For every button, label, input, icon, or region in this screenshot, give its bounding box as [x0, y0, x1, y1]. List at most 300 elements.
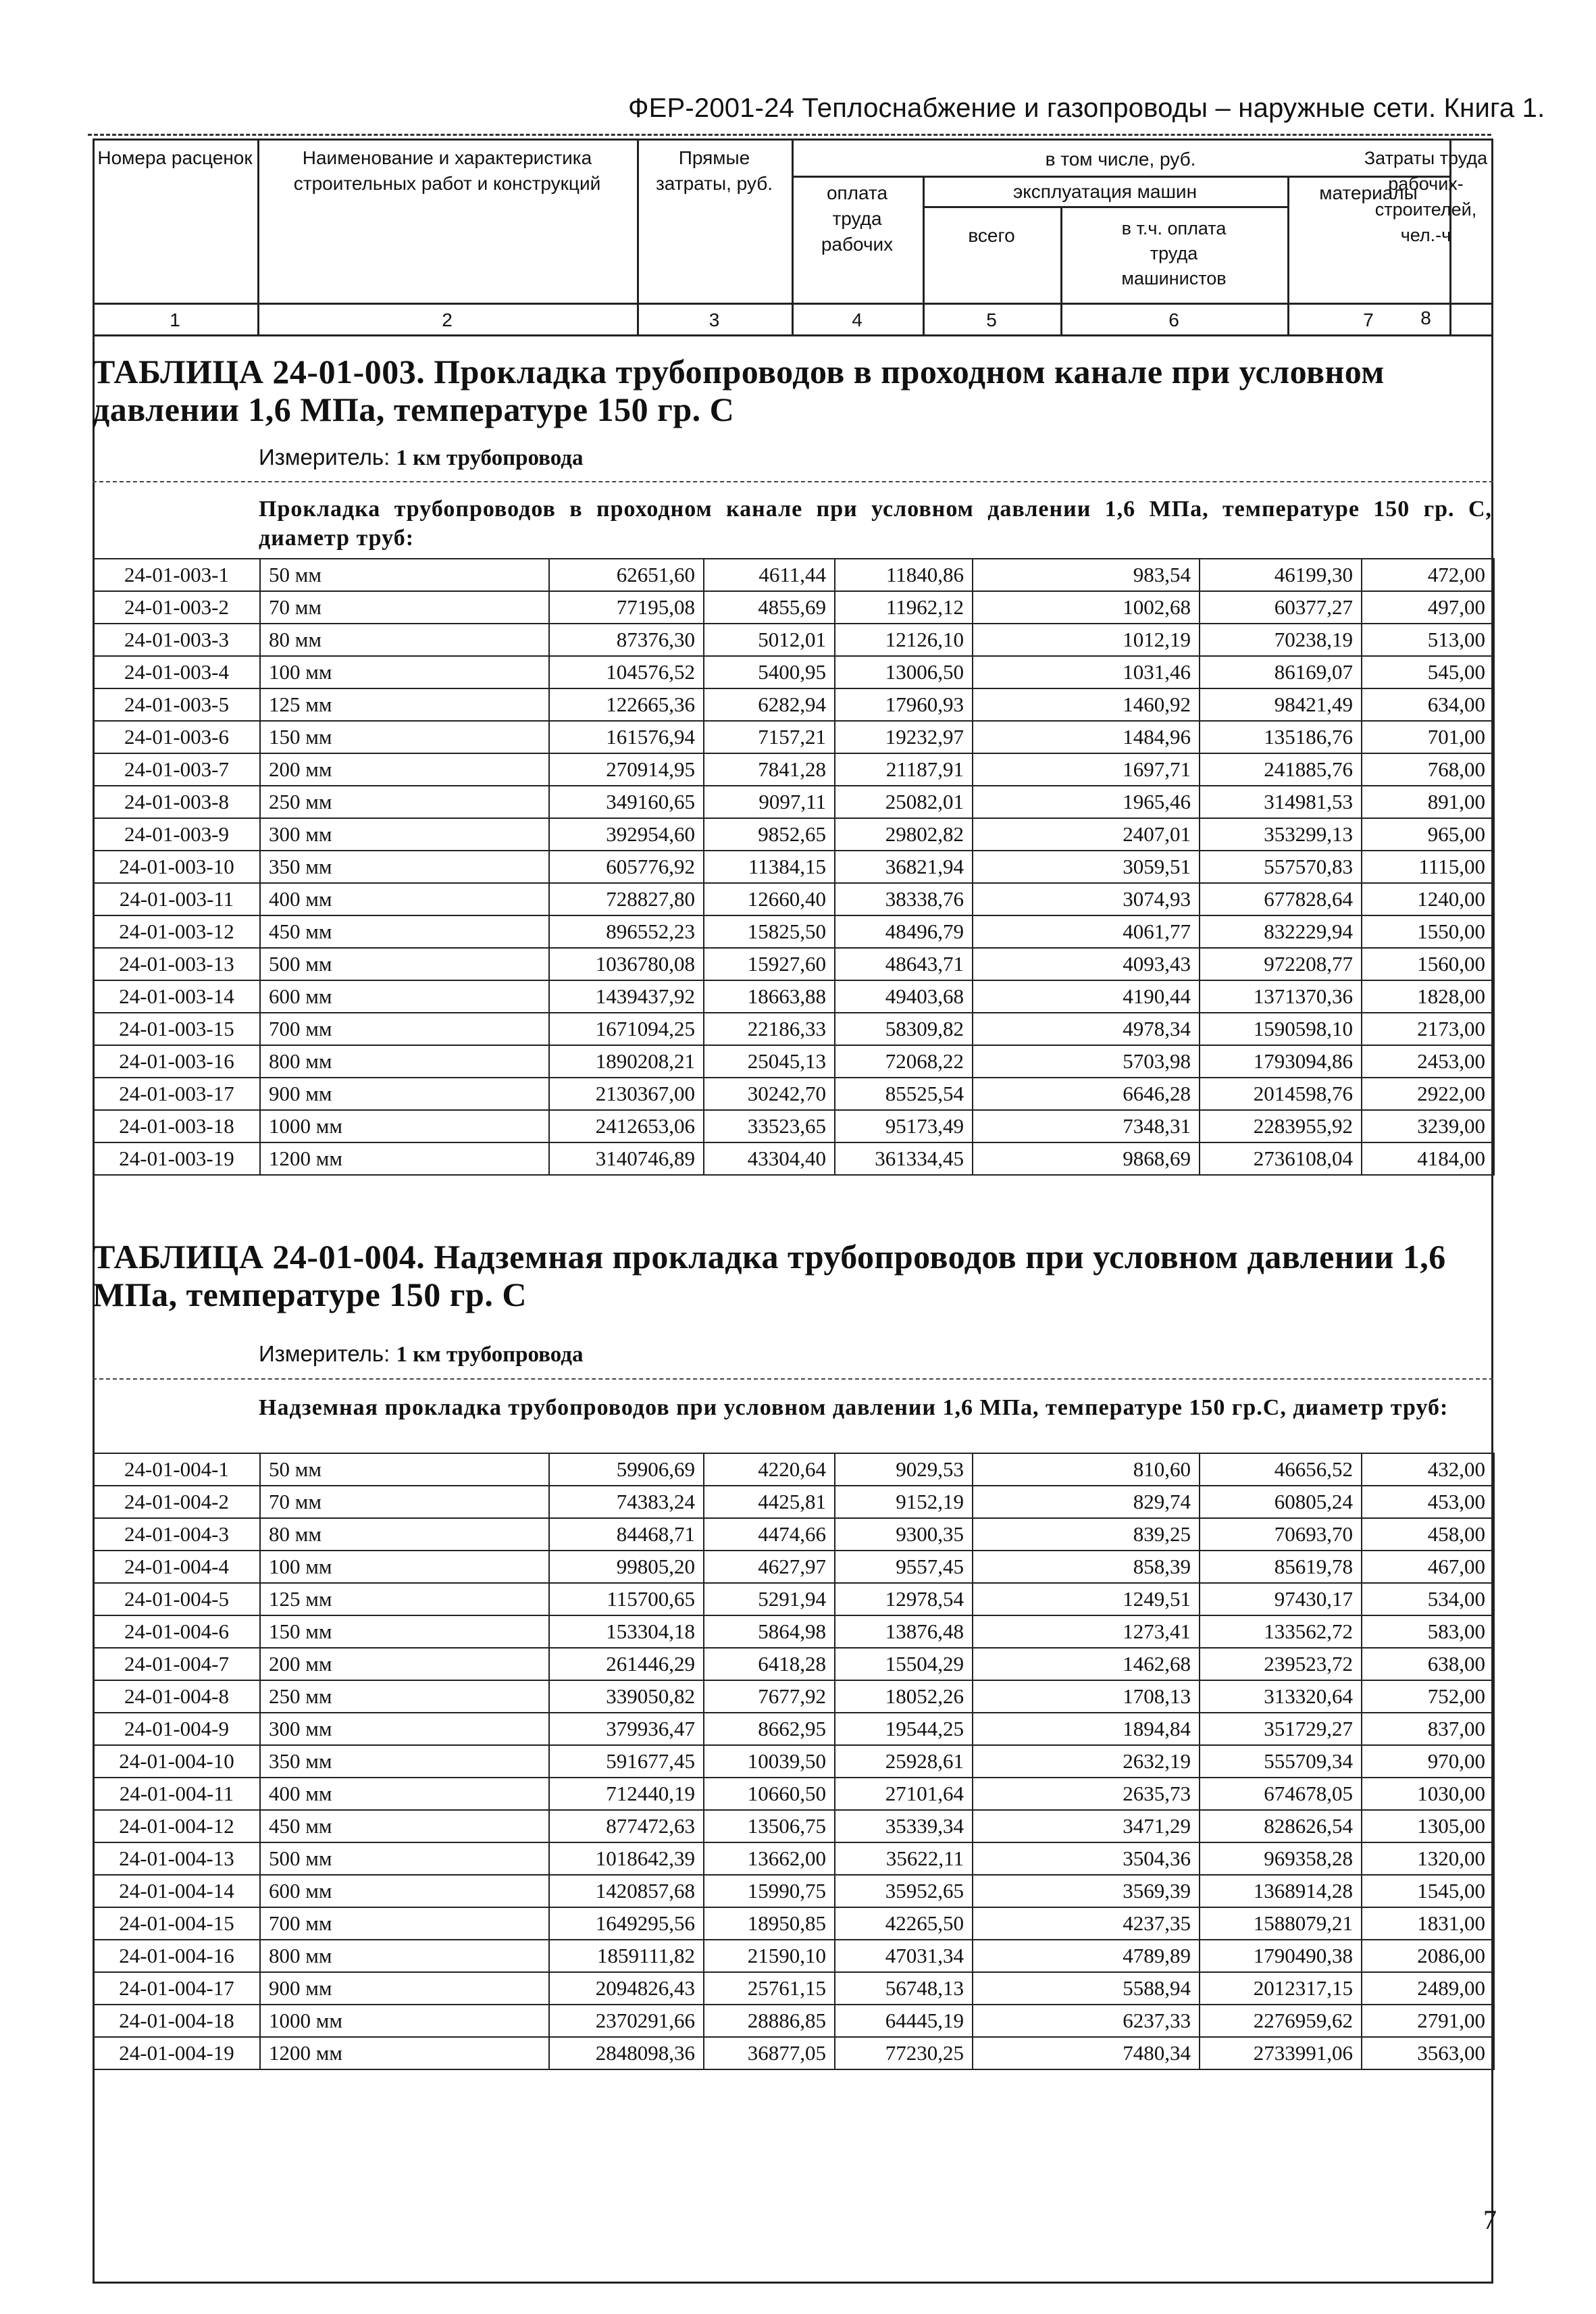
- operators-pay-cell: 4190,44: [973, 980, 1200, 1013]
- pipe-diameter-cell: 50 мм: [260, 1453, 549, 1486]
- machines-total-cell: 25928,61: [835, 1745, 973, 1778]
- machines-total-cell: 85525,54: [835, 1078, 973, 1110]
- materials-cell: 46656,52: [1200, 1453, 1362, 1486]
- direct-costs-cell: 728827,80: [549, 883, 704, 915]
- table-row: [93, 1713, 1494, 1745]
- direct-costs-cell: 99805,20: [549, 1551, 704, 1583]
- rate-code-cell: 24-01-003-2: [93, 591, 260, 624]
- pipe-diameter-cell: 200 мм: [260, 753, 549, 786]
- labor-pay-cell: 25761,15: [704, 1972, 835, 2005]
- labor-pay-cell: 7157,21: [704, 721, 835, 753]
- col-header-incl-line: [792, 176, 1449, 178]
- rate-code-cell: 24-01-004-18: [93, 2005, 260, 2037]
- direct-costs-cell: 59906,69: [549, 1453, 704, 1486]
- col-number: 5: [986, 309, 997, 330]
- direct-costs-cell: 379936,47: [549, 1713, 704, 1745]
- machines-total-cell: 38338,76: [835, 883, 973, 915]
- operators-pay-cell: 3074,93: [973, 883, 1200, 915]
- pipe-diameter-cell: 70 мм: [260, 1486, 549, 1518]
- labor-pay-cell: 43304,40: [704, 1142, 835, 1175]
- labor-hours-cell: 634,00: [1362, 688, 1494, 721]
- rate-code-cell: 24-01-004-13: [93, 1842, 260, 1875]
- machines-total-cell: 17960,93: [835, 688, 973, 721]
- operators-pay-cell: 5703,98: [973, 1045, 1200, 1078]
- materials-cell: 98421,49: [1200, 688, 1362, 721]
- rate-code-cell: 24-01-003-1: [93, 559, 260, 591]
- operators-pay-cell: 3504,36: [973, 1842, 1200, 1875]
- table-row: [93, 656, 1494, 688]
- rate-code-cell: 24-01-004-1: [93, 1453, 260, 1486]
- operators-pay-cell: 2407,01: [973, 818, 1200, 851]
- running-header: ФЕР-2001-24 Теплоснабжение и газопроводы – наружные сети. Книга 1.: [628, 93, 1545, 123]
- labor-hours-cell: 453,00: [1362, 1486, 1494, 1518]
- operators-pay-cell: 983,54: [973, 559, 1200, 591]
- labor-pay-cell: 8662,95: [704, 1713, 835, 1745]
- pipe-diameter-cell: 450 мм: [260, 915, 549, 948]
- page-number: 7: [1483, 2205, 1497, 2235]
- rate-code-cell: 24-01-004-9: [93, 1713, 260, 1745]
- pipe-diameter-cell: 150 мм: [260, 721, 549, 753]
- machines-total-cell: 9300,35: [835, 1518, 973, 1551]
- operators-pay-cell: 1249,51: [973, 1583, 1200, 1615]
- pipe-diameter-cell: 350 мм: [260, 851, 549, 883]
- table-row: [93, 1013, 1494, 1045]
- labor-pay-cell: 4855,69: [704, 591, 835, 624]
- machines-total-cell: 361334,45: [835, 1142, 973, 1175]
- col-labor-pay-header: оплата труда рабочих: [821, 182, 894, 255]
- pipe-diameter-cell: 700 мм: [260, 1907, 549, 1940]
- direct-costs-cell: 1420857,68: [549, 1875, 704, 1907]
- labor-hours-cell: 534,00: [1362, 1583, 1494, 1615]
- labor-hours-cell: 3563,00: [1362, 2037, 1494, 2069]
- direct-costs-cell: 153304,18: [549, 1615, 704, 1648]
- table-row: [93, 1745, 1494, 1778]
- rate-code-cell: 24-01-003-15: [93, 1013, 260, 1045]
- operators-pay-cell: 1002,68: [973, 591, 1200, 624]
- header-rule: [88, 134, 1491, 136]
- labor-pay-cell: 28886,85: [704, 2005, 835, 2037]
- rate-code-cell: 24-01-004-14: [93, 1875, 260, 1907]
- materials-cell: 314981,53: [1200, 786, 1362, 818]
- direct-costs-cell: 1036780,08: [549, 948, 704, 980]
- labor-pay-cell: 4611,44: [704, 559, 835, 591]
- machines-total-cell: 9152,19: [835, 1486, 973, 1518]
- materials-cell: 46199,30: [1200, 559, 1362, 591]
- col-name-header: Наименование и характеристика строительных работ и конструкций: [293, 147, 601, 194]
- machines-total-cell: 12126,10: [835, 624, 973, 656]
- operators-pay-cell: 1484,96: [973, 721, 1200, 753]
- labor-hours-cell: 1320,00: [1362, 1842, 1494, 1875]
- operators-pay-cell: 4237,35: [973, 1907, 1200, 1940]
- labor-pay-cell: 15825,50: [704, 915, 835, 948]
- operators-pay-cell: 1031,46: [973, 656, 1200, 688]
- rate-code-cell: 24-01-003-5: [93, 688, 260, 721]
- table-row: [93, 851, 1494, 883]
- labor-hours-cell: 1831,00: [1362, 1907, 1494, 1940]
- table-row: [93, 1078, 1494, 1110]
- col-labor-hours-header: Затраты труда рабочих-строителей, чел.-ч: [1364, 148, 1488, 245]
- machines-total-cell: 95173,49: [835, 1110, 973, 1142]
- labor-hours-cell: 2791,00: [1362, 2005, 1494, 2037]
- machines-total-cell: 15504,29: [835, 1648, 973, 1680]
- pipe-diameter-cell: 800 мм: [260, 1045, 549, 1078]
- labor-hours-cell: 970,00: [1362, 1745, 1494, 1778]
- materials-cell: 1588079,21: [1200, 1907, 1362, 1940]
- rate-code-cell: 24-01-004-16: [93, 1940, 260, 1972]
- rate-code-cell: 24-01-004-6: [93, 1615, 260, 1648]
- labor-hours-cell: 891,00: [1362, 786, 1494, 818]
- machines-total-cell: 19232,97: [835, 721, 973, 753]
- pipe-diameter-cell: 70 мм: [260, 591, 549, 624]
- operators-pay-cell: 4061,77: [973, 915, 1200, 948]
- machines-total-cell: 29802,82: [835, 818, 973, 851]
- pipe-diameter-cell: 900 мм: [260, 1972, 549, 2005]
- operators-pay-cell: 4789,89: [973, 1940, 1200, 1972]
- operators-pay-cell: 1460,92: [973, 688, 1200, 721]
- operators-pay-cell: 6646,28: [973, 1078, 1200, 1110]
- table-row: [93, 721, 1494, 753]
- labor-hours-cell: 2922,00: [1362, 1078, 1494, 1110]
- col-incl-header: в том числе, руб.: [1045, 149, 1196, 170]
- pipe-diameter-cell: 250 мм: [260, 1680, 549, 1713]
- labor-hours-cell: 1030,00: [1362, 1778, 1494, 1810]
- pipe-diameter-cell: 800 мм: [260, 1940, 549, 1972]
- col-materials-header: материалы: [1319, 182, 1418, 203]
- machines-total-cell: 19544,25: [835, 1713, 973, 1745]
- rate-code-cell: 24-01-003-3: [93, 624, 260, 656]
- machines-total-cell: 27101,64: [835, 1778, 973, 1810]
- machines-total-cell: 58309,82: [835, 1013, 973, 1045]
- labor-pay-cell: 13662,00: [704, 1842, 835, 1875]
- labor-pay-cell: 12660,40: [704, 883, 835, 915]
- table-row: [93, 1615, 1494, 1648]
- direct-costs-cell: 77195,08: [549, 591, 704, 624]
- table-row: [93, 1045, 1494, 1078]
- table-row: [93, 1972, 1494, 2005]
- direct-costs-cell: 74383,24: [549, 1486, 704, 1518]
- materials-cell: 1590598,10: [1200, 1013, 1362, 1045]
- materials-cell: 60805,24: [1200, 1486, 1362, 1518]
- rate-code-cell: 24-01-003-4: [93, 656, 260, 688]
- operators-pay-cell: 4093,43: [973, 948, 1200, 980]
- table-row: [93, 1486, 1494, 1518]
- pipe-diameter-cell: 350 мм: [260, 1745, 549, 1778]
- rate-code-cell: 24-01-003-16: [93, 1045, 260, 1078]
- materials-cell: 1371370,36: [1200, 980, 1362, 1013]
- materials-cell: 135186,76: [1200, 721, 1362, 753]
- labor-pay-cell: 30242,70: [704, 1078, 835, 1110]
- table-row: [93, 1680, 1494, 1713]
- machines-total-cell: 48643,71: [835, 948, 973, 980]
- labor-pay-cell: 18950,85: [704, 1907, 835, 1940]
- table-row: [93, 753, 1494, 786]
- operators-pay-cell: 1273,41: [973, 1615, 1200, 1648]
- pipe-diameter-cell: 125 мм: [260, 1583, 549, 1615]
- pipe-diameter-cell: 50 мм: [260, 559, 549, 591]
- rate-code-cell: 24-01-003-8: [93, 786, 260, 818]
- table-row: [93, 1583, 1494, 1615]
- machines-total-cell: 21187,91: [835, 753, 973, 786]
- pipe-diameter-cell: 100 мм: [260, 1551, 549, 1583]
- pipe-diameter-cell: 900 мм: [260, 1078, 549, 1110]
- direct-costs-cell: 1439437,92: [549, 980, 704, 1013]
- rate-code-cell: 24-01-004-17: [93, 1972, 260, 2005]
- labor-pay-cell: 11384,15: [704, 851, 835, 883]
- materials-cell: 969358,28: [1200, 1842, 1362, 1875]
- labor-hours-cell: 1115,00: [1362, 851, 1494, 883]
- direct-costs-cell: 1671094,25: [549, 1013, 704, 1045]
- col-number: 6: [1168, 309, 1179, 330]
- direct-costs-cell: 115700,65: [549, 1583, 704, 1615]
- machines-total-cell: 72068,22: [835, 1045, 973, 1078]
- labor-hours-cell: 545,00: [1362, 656, 1494, 688]
- pipe-diameter-cell: 200 мм: [260, 1648, 549, 1680]
- materials-cell: 351729,27: [1200, 1713, 1362, 1745]
- measure-value: 1 км трубопровода: [396, 1342, 584, 1367]
- table-row: [93, 1453, 1494, 1486]
- materials-cell: 353299,13: [1200, 818, 1362, 851]
- direct-costs-cell: 2370291,66: [549, 2005, 704, 2037]
- labor-hours-cell: 2489,00: [1362, 1972, 1494, 2005]
- operators-pay-cell: 6237,33: [973, 2005, 1200, 2037]
- labor-pay-cell: 4627,97: [704, 1551, 835, 1583]
- direct-costs-cell: 2848098,36: [549, 2037, 704, 2069]
- labor-pay-cell: 7677,92: [704, 1680, 835, 1713]
- table-row: [93, 591, 1494, 624]
- direct-costs-cell: 896552,23: [549, 915, 704, 948]
- materials-cell: 133562,72: [1200, 1615, 1362, 1648]
- rate-code-cell: 24-01-003-10: [93, 851, 260, 883]
- machines-total-cell: 64445,19: [835, 2005, 973, 2037]
- pipe-diameter-cell: 500 мм: [260, 1842, 549, 1875]
- table-row: [93, 1940, 1494, 1972]
- labor-pay-cell: 18663,88: [704, 980, 835, 1013]
- machines-total-cell: 35622,11: [835, 1842, 973, 1875]
- labor-hours-cell: 472,00: [1362, 559, 1494, 591]
- pipe-diameter-cell: 600 мм: [260, 1875, 549, 1907]
- labor-hours-cell: 432,00: [1362, 1453, 1494, 1486]
- materials-cell: 555709,34: [1200, 1745, 1362, 1778]
- table-row: [93, 2005, 1494, 2037]
- pipe-diameter-cell: 1000 мм: [260, 1110, 549, 1142]
- table-row: [93, 915, 1494, 948]
- labor-pay-cell: 22186,33: [704, 1013, 835, 1045]
- materials-cell: 557570,83: [1200, 851, 1362, 883]
- direct-costs-cell: 1018642,39: [549, 1842, 704, 1875]
- labor-hours-cell: 752,00: [1362, 1680, 1494, 1713]
- machines-total-cell: 35952,65: [835, 1875, 973, 1907]
- operators-pay-cell: 2635,73: [973, 1778, 1200, 1810]
- labor-pay-cell: 13506,75: [704, 1810, 835, 1842]
- labor-pay-cell: 15927,60: [704, 948, 835, 980]
- machines-total-cell: 9557,45: [835, 1551, 973, 1583]
- materials-cell: 70693,70: [1200, 1518, 1362, 1551]
- direct-costs-cell: 2412653,06: [549, 1110, 704, 1142]
- col-number: 8: [1420, 307, 1431, 328]
- operators-pay-cell: 1965,46: [973, 786, 1200, 818]
- pipe-diameter-cell: 400 мм: [260, 883, 549, 915]
- rate-code-cell: 24-01-003-7: [93, 753, 260, 786]
- direct-costs-cell: 62651,60: [549, 559, 704, 591]
- dashed-rule: [93, 1378, 1493, 1380]
- labor-pay-cell: 33523,65: [704, 1110, 835, 1142]
- operators-pay-cell: 7348,31: [973, 1110, 1200, 1142]
- machines-total-cell: 42265,50: [835, 1907, 973, 1940]
- labor-pay-cell: 5400,95: [704, 656, 835, 688]
- direct-costs-cell: 261446,29: [549, 1648, 704, 1680]
- labor-pay-cell: 10039,50: [704, 1745, 835, 1778]
- labor-pay-cell: 25045,13: [704, 1045, 835, 1078]
- materials-cell: 674678,05: [1200, 1778, 1362, 1810]
- pipe-diameter-cell: 500 мм: [260, 948, 549, 980]
- operators-pay-cell: 5588,94: [973, 1972, 1200, 2005]
- pipe-diameter-cell: 400 мм: [260, 1778, 549, 1810]
- labor-pay-cell: 9097,11: [704, 786, 835, 818]
- pipe-diameter-cell: 80 мм: [260, 1518, 549, 1551]
- labor-hours-cell: 1305,00: [1362, 1810, 1494, 1842]
- labor-hours-cell: 965,00: [1362, 818, 1494, 851]
- labor-pay-cell: 4474,66: [704, 1518, 835, 1551]
- machines-total-cell: 25082,01: [835, 786, 973, 818]
- table-row: [93, 1110, 1494, 1142]
- operators-pay-cell: 9868,69: [973, 1142, 1200, 1175]
- col-number: 2: [442, 309, 453, 330]
- materials-cell: 313320,64: [1200, 1680, 1362, 1713]
- col-direct-costs-header: Прямые затраты, руб.: [655, 147, 773, 194]
- direct-costs-cell: 349160,65: [549, 786, 704, 818]
- table-row: [93, 980, 1494, 1013]
- direct-costs-cell: 87376,30: [549, 624, 704, 656]
- machines-total-cell: 12978,54: [835, 1583, 973, 1615]
- table-title: ТАБЛИЦА 24-01-003. Прокладка трубопроводов в проходном канале при условном давлении 1,6 МПа, температуре 150 гр. С: [93, 353, 1385, 428]
- labor-hours-cell: 701,00: [1362, 721, 1494, 753]
- labor-pay-cell: 5291,94: [704, 1583, 835, 1615]
- table-row: [93, 1518, 1494, 1551]
- pipe-diameter-cell: 1200 мм: [260, 2037, 549, 2069]
- rate-code-cell: 24-01-003-14: [93, 980, 260, 1013]
- labor-pay-cell: 9852,65: [704, 818, 835, 851]
- measure-label: Измеритель:: [259, 445, 390, 470]
- materials-cell: 1793094,86: [1200, 1045, 1362, 1078]
- materials-cell: 97430,17: [1200, 1583, 1362, 1615]
- table-row: [93, 1648, 1494, 1680]
- machines-total-cell: 13876,48: [835, 1615, 973, 1648]
- labor-hours-cell: 583,00: [1362, 1615, 1494, 1648]
- labor-pay-cell: 10660,50: [704, 1778, 835, 1810]
- table-subheading: Прокладка трубопроводов в проходном канале при условном давлении 1,6 МПа, температуре 150 гр. С, диаметр труб:: [259, 497, 1492, 551]
- direct-costs-cell: 122665,36: [549, 688, 704, 721]
- direct-costs-cell: 3140746,89: [549, 1142, 704, 1175]
- labor-pay-cell: 4425,81: [704, 1486, 835, 1518]
- materials-cell: 86169,07: [1200, 656, 1362, 688]
- labor-hours-cell: 513,00: [1362, 624, 1494, 656]
- rate-code-cell: 24-01-004-2: [93, 1486, 260, 1518]
- operators-pay-cell: 1462,68: [973, 1648, 1200, 1680]
- labor-pay-cell: 21590,10: [704, 1940, 835, 1972]
- materials-cell: 972208,77: [1200, 948, 1362, 980]
- labor-hours-cell: 837,00: [1362, 1713, 1494, 1745]
- col-number: 7: [1363, 309, 1374, 330]
- rate-code-cell: 24-01-004-8: [93, 1680, 260, 1713]
- labor-hours-cell: 2086,00: [1362, 1940, 1494, 1972]
- materials-cell: 241885,76: [1200, 753, 1362, 786]
- machines-total-cell: 48496,79: [835, 915, 973, 948]
- table-row: [93, 786, 1494, 818]
- pipe-diameter-cell: 450 мм: [260, 1810, 549, 1842]
- operators-pay-cell: 1708,13: [973, 1680, 1200, 1713]
- direct-costs-cell: 1649295,56: [549, 1907, 704, 1940]
- table-row: [93, 688, 1494, 721]
- rate-code-cell: 24-01-004-15: [93, 1907, 260, 1940]
- pipe-diameter-cell: 100 мм: [260, 656, 549, 688]
- operators-pay-cell: 2632,19: [973, 1745, 1200, 1778]
- table-row: [93, 948, 1494, 980]
- direct-costs-cell: 877472,63: [549, 1810, 704, 1842]
- rate-code-cell: 24-01-004-5: [93, 1583, 260, 1615]
- direct-costs-cell: 1890208,21: [549, 1045, 704, 1078]
- table-row: [93, 1842, 1494, 1875]
- labor-hours-cell: 4184,00: [1362, 1142, 1494, 1175]
- rates-table: [93, 558, 1495, 1176]
- direct-costs-cell: 2094826,43: [549, 1972, 704, 2005]
- rate-code-cell: 24-01-003-9: [93, 818, 260, 851]
- direct-costs-cell: 270914,95: [549, 753, 704, 786]
- materials-cell: 828626,54: [1200, 1810, 1362, 1842]
- materials-cell: 1368914,28: [1200, 1875, 1362, 1907]
- labor-hours-cell: 1828,00: [1362, 980, 1494, 1013]
- direct-costs-cell: 84468,71: [549, 1518, 704, 1551]
- table-row: [93, 1810, 1494, 1842]
- labor-hours-cell: 638,00: [1362, 1648, 1494, 1680]
- direct-costs-cell: 712440,19: [549, 1778, 704, 1810]
- pipe-diameter-cell: 80 мм: [260, 624, 549, 656]
- table-row: [93, 818, 1494, 851]
- table-row: [93, 1875, 1494, 1907]
- labor-pay-cell: 6418,28: [704, 1648, 835, 1680]
- labor-hours-cell: 1560,00: [1362, 948, 1494, 980]
- pipe-diameter-cell: 150 мм: [260, 1615, 549, 1648]
- pipe-diameter-cell: 600 мм: [260, 980, 549, 1013]
- rate-code-cell: 24-01-004-19: [93, 2037, 260, 2069]
- materials-cell: 60377,27: [1200, 591, 1362, 624]
- labor-hours-cell: 2173,00: [1362, 1013, 1494, 1045]
- table-row: [93, 1778, 1494, 1810]
- materials-cell: 239523,72: [1200, 1648, 1362, 1680]
- measure-value: 1 км трубопровода: [396, 446, 584, 470]
- table-row: [93, 1907, 1494, 1940]
- table-row: [93, 2037, 1494, 2069]
- operators-pay-cell: 829,74: [973, 1486, 1200, 1518]
- labor-pay-cell: 36877,05: [704, 2037, 835, 2069]
- table-row: [93, 883, 1494, 915]
- direct-costs-cell: 1859111,82: [549, 1940, 704, 1972]
- table-row: [93, 559, 1494, 591]
- machines-total-cell: 13006,50: [835, 656, 973, 688]
- operators-pay-cell: 810,60: [973, 1453, 1200, 1486]
- labor-hours-cell: 467,00: [1362, 1551, 1494, 1583]
- materials-cell: 2014598,76: [1200, 1078, 1362, 1110]
- pipe-diameter-cell: 1200 мм: [260, 1142, 549, 1175]
- operators-pay-cell: 3569,39: [973, 1875, 1200, 1907]
- machines-total-cell: 35339,34: [835, 1810, 973, 1842]
- materials-cell: 70238,19: [1200, 624, 1362, 656]
- col-header-machines-line: [923, 206, 1287, 208]
- machines-total-cell: 56748,13: [835, 1972, 973, 2005]
- table-row: [93, 1551, 1494, 1583]
- rate-code-cell: 24-01-003-18: [93, 1110, 260, 1142]
- labor-pay-cell: 5012,01: [704, 624, 835, 656]
- pipe-diameter-cell: 300 мм: [260, 1713, 549, 1745]
